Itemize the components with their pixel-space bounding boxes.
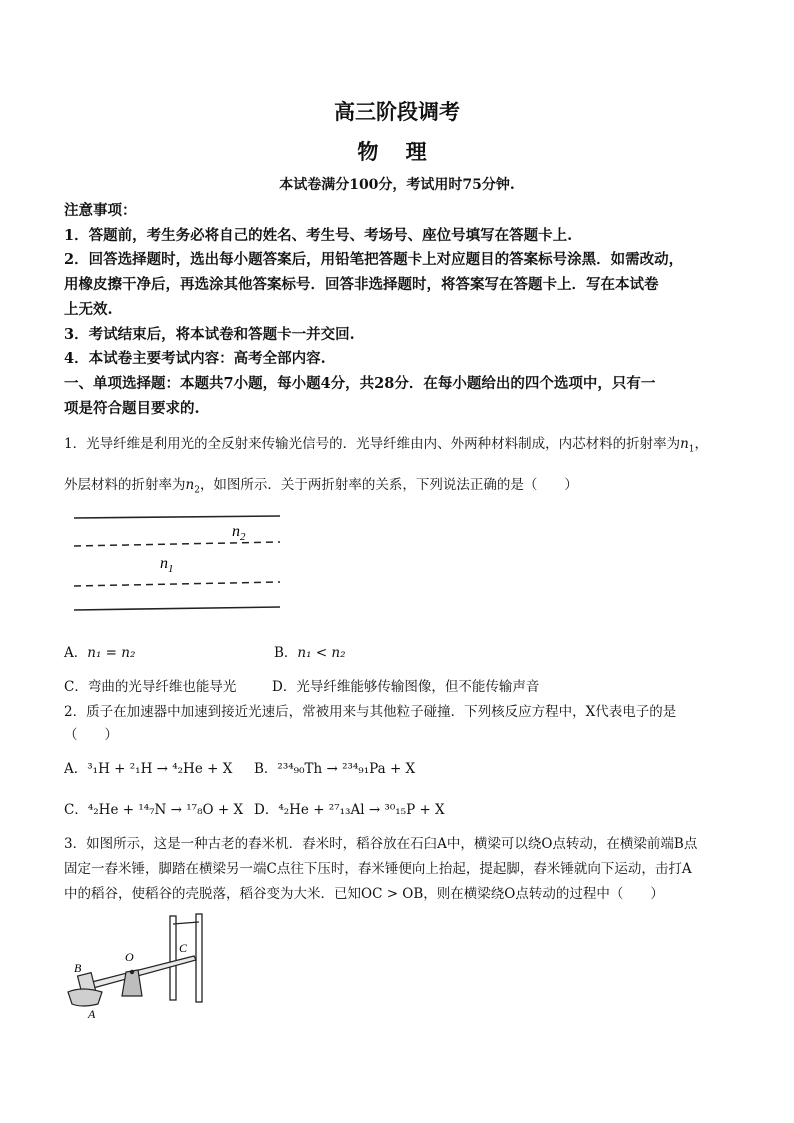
q1-sub2: 2 [194, 485, 200, 496]
q1-option-a-expr: n₁ = n₂ [87, 645, 136, 661]
fiber-outer-top-line [74, 516, 280, 518]
note-item-4: 4．本试卷主要考试内容：高考全部内容. [64, 350, 326, 367]
q1-comma: ， [694, 436, 709, 452]
q1-text2a: 外层材料的折射率为 [64, 477, 186, 493]
q3-stem-line2: 固定一舂米锤，脚踏在横梁另一端C点往下压时，舂米锤便向上抬起，提起脚，舂米锤就向下运动，击打A [64, 861, 692, 877]
q2-option-d [254, 798, 445, 818]
frame-post-left [170, 916, 176, 1000]
q3-stem-line3: 中的稻谷，使稻谷的壳脱落，稻谷变为大米．已知OC > OB，则在横梁绕O点转动的过程中（ ） [64, 886, 664, 902]
q2-option-d-label: D． [254, 802, 279, 818]
q2-option-c-label: C． [64, 802, 88, 818]
q1-option-a [64, 641, 135, 661]
subject-title: 物 理 [357, 139, 437, 164]
rice-pounder-figure [62, 912, 222, 1022]
label-a: A [88, 1007, 96, 1021]
fiber-core-top-line [74, 542, 280, 546]
q1-var-n2: n [185, 477, 195, 493]
q2-option-d-eq: ⁴₂He + ²⁷₁₃Al → ³⁰₁₅P + X [278, 802, 445, 818]
pivot-point-o [130, 970, 134, 974]
q1-option-b [274, 641, 346, 661]
q1-option-d: D．光导纤维能够传输图像，但不能传输声音 [272, 679, 540, 695]
q1-stem-line1 [64, 432, 708, 455]
exam-title: 高三阶段调考 [334, 99, 460, 124]
q1-text: 1．光导纤维是利用光的全反射来传输光信号的．光导纤维由内、外两种材料制成，内芯材料的折射率为 [64, 436, 681, 452]
stone-mortar [68, 989, 102, 1006]
q2-option-c [64, 798, 243, 818]
fiber-outer-bottom-line [74, 607, 280, 610]
q1-stem-line2 [64, 473, 578, 496]
label-n2: $n_2$ [232, 523, 246, 543]
q1-option-c: C．弯曲的光导纤维也能导光 [64, 679, 237, 695]
q1-sub1: 1 [688, 444, 695, 455]
q1-text2b: ，如图所示．关于两折射率的关系，下列说法正确的是（ ） [199, 477, 578, 493]
fiber-core-bottom-line [74, 582, 280, 586]
exam-info: 本试卷满分100分，考试用时75分钟. [279, 177, 515, 193]
frame-crossbar [173, 922, 199, 924]
q2-option-a-eq: ³₁H + ²₁H → ⁴₂He + X [87, 761, 233, 777]
q1-option-b-expr: n₁ < n₂ [297, 645, 346, 661]
q2-option-b [254, 757, 415, 777]
q2-option-b-label: B． [254, 761, 278, 777]
q1-option-b-label: B． [274, 645, 298, 661]
notes-heading: 注意事项： [64, 202, 137, 219]
frame-post-right [196, 914, 202, 1002]
section1-heading-cont: 项是符合题目要求的. [64, 400, 200, 417]
section1-heading: 一、单项选择题：本题共7小题，每小题4分，共28分．在每小题给出的四个选项中，只有一 [64, 375, 656, 392]
q1-option-a-label: A． [64, 645, 88, 661]
q2-option-c-eq: ⁴₂He + ¹⁴₇N → ¹⁷₈O + X [87, 802, 244, 818]
label-n1: $n_1$ [160, 555, 174, 575]
q2-stem-line1: 2．质子在加速器中加速到接近光速后，常被用来与其他粒子碰撞．下列核反应方程中，X代表电子的是 [64, 704, 677, 720]
q1-var-n1: n [680, 436, 689, 452]
q2-option-b-eq: ²³⁴₉₀Th → ²³⁴₉₁Pa + X [277, 761, 416, 777]
note-item-3: 3．考试结束后，将本试卷和答题卡一并交回. [64, 326, 355, 343]
label-b: B [74, 961, 82, 975]
optical-fiber-figure [72, 510, 287, 615]
note-item-2: 2．回答选择题时，选出每小题答案后，用铅笔把答题卡上对应题目的答案标号涂黑．如需改动， [64, 251, 684, 268]
q3-stem-line1: 3．如图所示，这是一种古老的舂米机．舂米时，稻谷放在石臼A中，横梁可以绕O点转动，在横梁前端B点 [64, 836, 698, 852]
q2-option-a-label: A． [64, 761, 88, 777]
note-item-2-cont: 用橡皮擦干净后，再选涂其他答案标号．回答非选择题时，将答案写在答题卡上．写在本试卷 [64, 276, 659, 293]
q2-option-a [64, 757, 232, 777]
note-item-1: 1．答题前，考生务必将自己的姓名、考生号、考场号、座位号填写在答题卡上. [64, 227, 573, 244]
label-c: C [179, 941, 188, 955]
note-item-2-end: 上无效. [64, 301, 113, 318]
q2-stem-line2: （ ） [64, 727, 118, 743]
label-o: O [125, 950, 134, 964]
